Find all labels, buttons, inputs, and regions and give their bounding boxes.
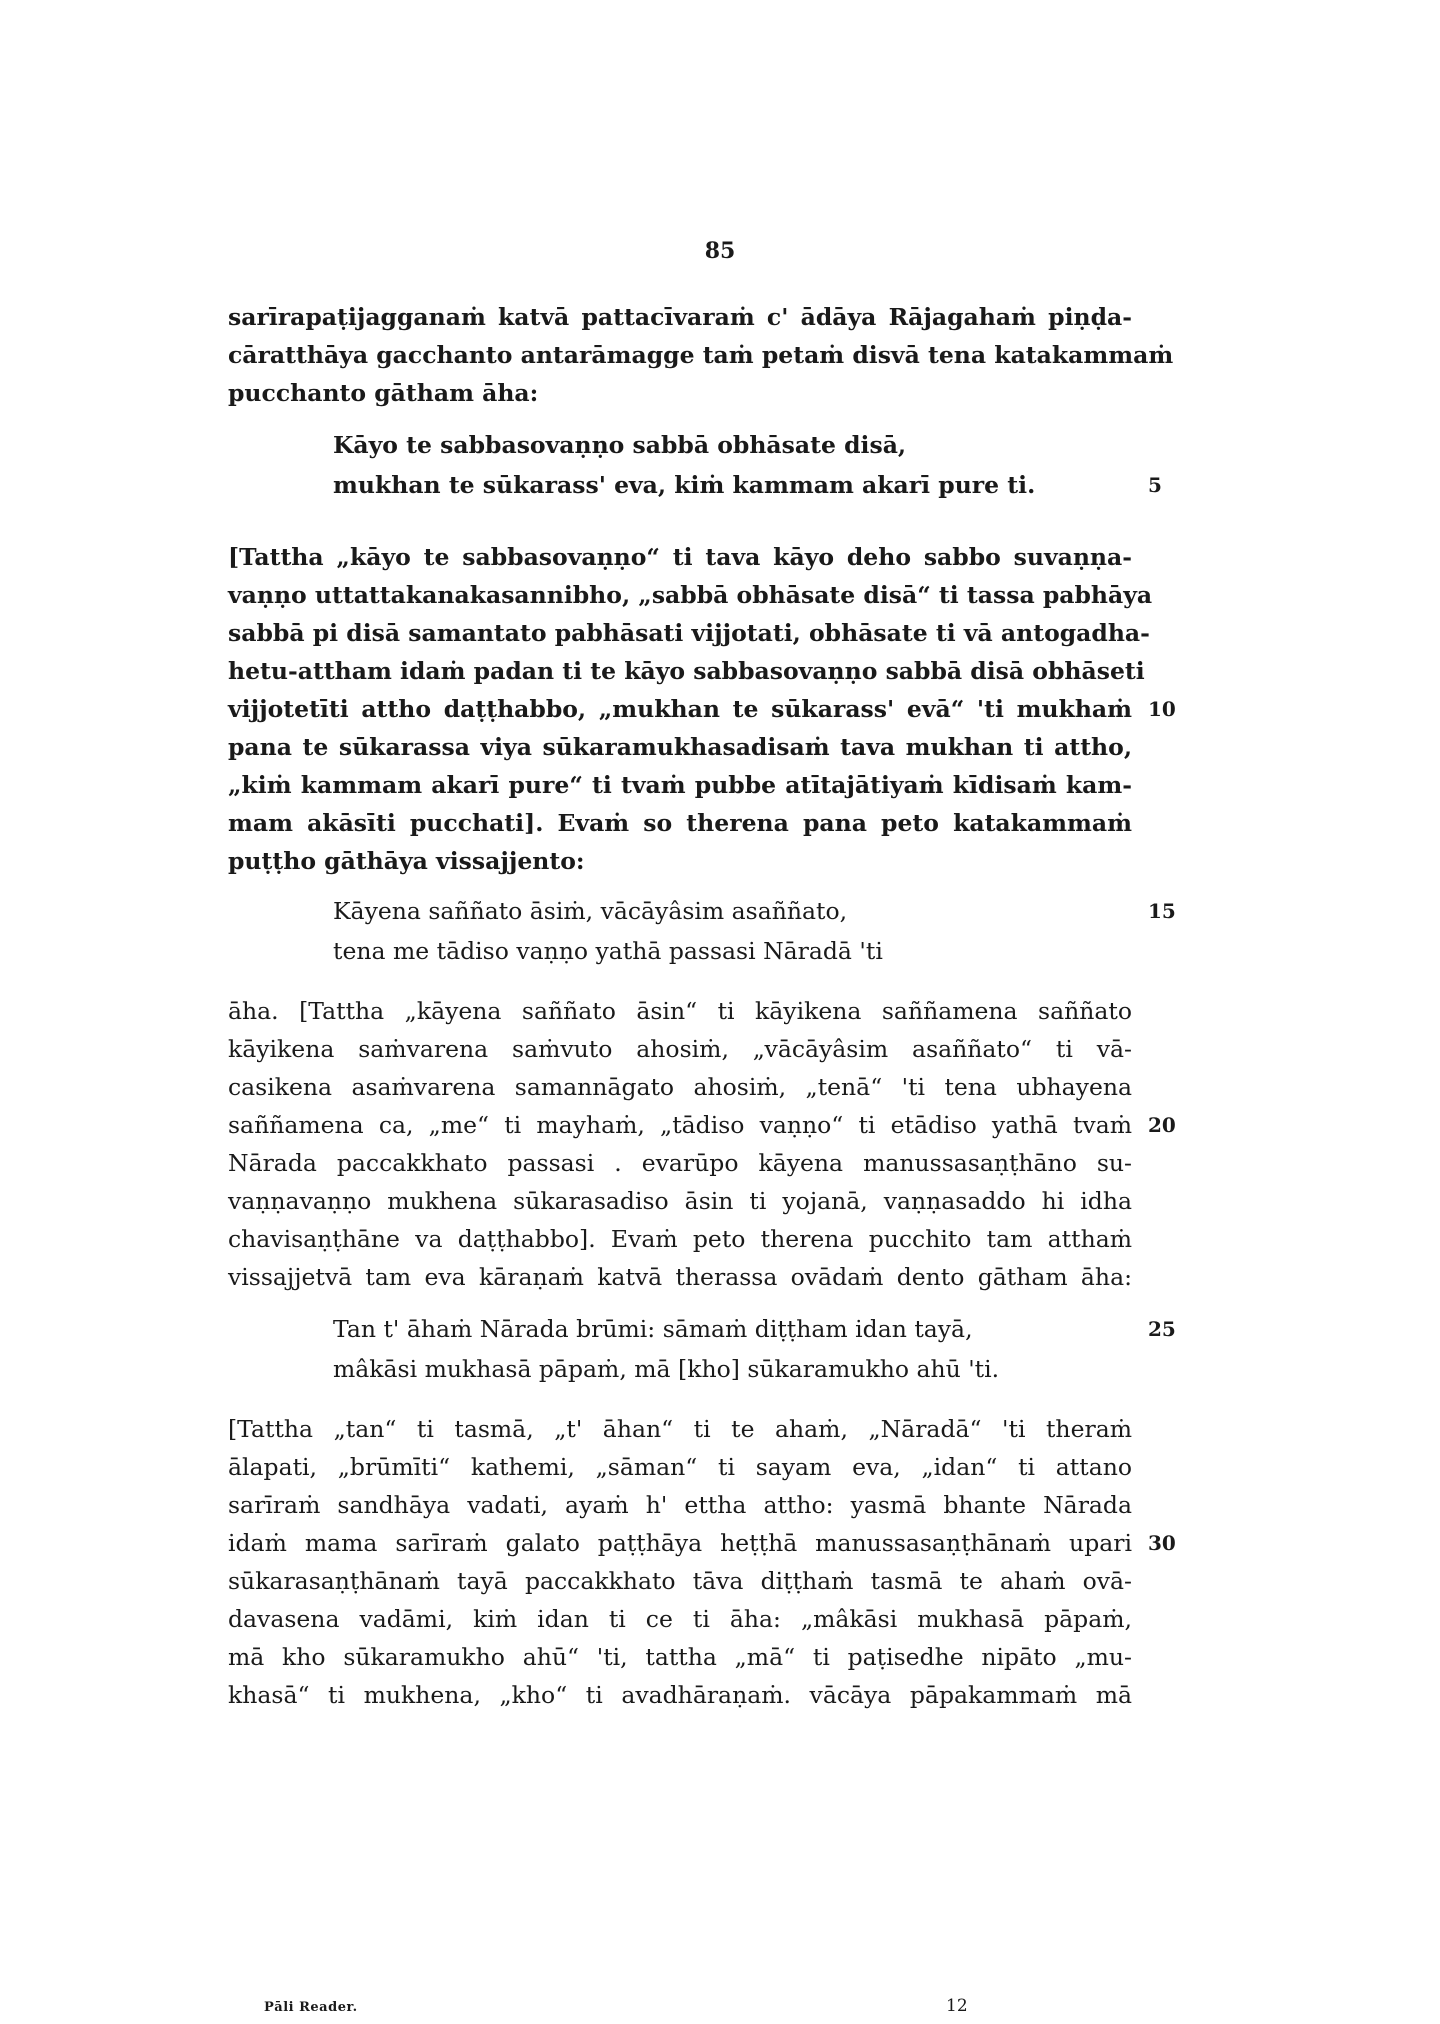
verse-line: Kāyena saññato āsiṁ, vācāyâsim asaññato, bbox=[333, 897, 848, 925]
text-line: [Tattha „tan“ ti tasmā, „t' āhan“ ti te ahaṁ, „Nāradā“ 'ti theraṁ bbox=[228, 1415, 1132, 1443]
verse-line: Kāyo te sabbasovaṇṇo sabbā obhāsate disā, bbox=[333, 431, 907, 459]
text-line: davasena vadāmi, kiṁ idan ti ce ti āha: „mâkāsi mukhasā pāpaṁ, bbox=[228, 1605, 1132, 1633]
text-line: vijjotetīti attho daṭṭhabbo, „mukhan te sūkarass' evā“ 'ti mukhaṁ bbox=[228, 695, 1132, 723]
text-line: vaṇṇavaṇṇo mukhena sūkarasadiso āsin ti yojanā, vaṇṇasaddo hi idha bbox=[228, 1187, 1132, 1215]
footer-title: Pāli Reader. bbox=[264, 2000, 358, 2015]
line-number-marker: 5 bbox=[1148, 473, 1162, 497]
text-line: puṭṭho gāthāya vissajjento: bbox=[228, 847, 585, 875]
text-line: cāratthāya gacchanto antarāmagge taṁ petaṁ disvā tena katakammaṁ bbox=[228, 341, 1174, 369]
line-number-marker: 10 bbox=[1148, 697, 1176, 721]
text-line: chavisaṇṭhāne va daṭṭhabbo]. Evaṁ peto therena pucchito tam atthaṁ bbox=[228, 1225, 1132, 1253]
text-line: „kiṁ kammam akarī pure“ ti tvaṁ pubbe atītajātiyaṁ kīdisaṁ kam- bbox=[228, 771, 1132, 799]
line-number-marker: 30 bbox=[1148, 1531, 1176, 1555]
line-number-marker: 25 bbox=[1148, 1317, 1176, 1341]
signature-mark: 12 bbox=[946, 1996, 968, 2016]
text-line: pana te sūkarassa viya sūkaramukhasadisaṁ tava mukhan ti attho, bbox=[228, 733, 1132, 761]
verse-line: mukhan te sūkarass' eva, kiṁ kammam akarī pure ti. bbox=[333, 471, 1036, 499]
text-line: vaṇṇo uttattakanakasannibho, „sabbā obhāsate disā“ ti tassa pabhāya bbox=[228, 581, 1153, 609]
line-number-marker: 15 bbox=[1148, 899, 1176, 923]
line-number-marker: 20 bbox=[1148, 1113, 1176, 1137]
verse-line: tena me tādiso vaṇṇo yathā passasi Nāradā 'ti bbox=[333, 937, 883, 965]
text-line: idaṁ mama sarīraṁ galato paṭṭhāya heṭṭhā manussasaṇṭhānaṁ upari bbox=[228, 1529, 1132, 1557]
text-line: vissajjetvā tam eva kāraṇaṁ katvā therassa ovādaṁ dento gātham āha: bbox=[228, 1263, 1132, 1291]
verse-line: Tan t' āhaṁ Nārada brūmi: sāmaṁ diṭṭham idan tayā, bbox=[333, 1315, 973, 1343]
text-line: saññamena ca, „me“ ti mayhaṁ, „tādiso vaṇṇo“ ti etādiso yathā tvaṁ bbox=[228, 1111, 1132, 1139]
text-line: mā kho sūkaramukho ahū“ 'ti, tattha „mā“ ti paṭisedhe nipāto „mu- bbox=[228, 1643, 1132, 1671]
text-line: pucchanto gātham āha: bbox=[228, 379, 539, 407]
text-line: khasā“ ti mukhena, „kho“ ti avadhāraṇaṁ. vācāya pāpakammaṁ mā bbox=[228, 1681, 1132, 1709]
page-number: 85 bbox=[704, 238, 736, 264]
text-line: sūkarasaṇṭhānaṁ tayā paccakkhato tāva diṭṭhaṁ tasmā te ahaṁ ovā- bbox=[228, 1567, 1132, 1595]
text-line: āha. [Tattha „kāyena saññato āsin“ ti kāyikena saññamena saññato bbox=[228, 997, 1132, 1025]
text-line: [Tattha „kāyo te sabbasovaṇṇo“ ti tava kāyo deho sabbo suvaṇṇa- bbox=[228, 543, 1132, 571]
text-line: hetu-attham idaṁ padan ti te kāyo sabbasovaṇṇo sabbā disā obhāseti bbox=[228, 657, 1145, 685]
verse-line: mâkāsi mukhasā pāpaṁ, mā [kho] sūkaramukho ahū 'ti. bbox=[333, 1355, 1000, 1383]
text-line: mam akāsīti pucchati]. Evaṁ so therena pana peto katakammaṁ bbox=[228, 809, 1132, 837]
text-line: sarīrapaṭijagganaṁ katvā pattacīvaraṁ c' ādāya Rājagahaṁ piṇḍa- bbox=[228, 303, 1132, 331]
text-line: sarīraṁ sandhāya vadati, ayaṁ h' ettha attho: yasmā bhante Nārada bbox=[228, 1491, 1132, 1519]
text-line: sabbā pi disā samantato pabhāsati vijjotati, obhāsate ti vā antogadha- bbox=[228, 619, 1150, 647]
text-line: Nārada paccakkhato passasi . evarūpo kāyena manussasaṇṭhāno su- bbox=[228, 1149, 1132, 1177]
text-line: ālapati, „brūmīti“ kathemi, „sāman“ ti sayam eva, „idan“ ti attano bbox=[228, 1453, 1132, 1481]
text-line: casikena asaṁvarena samannāgato ahosiṁ, „tenā“ 'ti tena ubhayena bbox=[228, 1073, 1132, 1101]
text-line: kāyikena saṁvarena saṁvuto ahosiṁ, „vācāyâsim asaññato“ ti vā- bbox=[228, 1035, 1132, 1063]
